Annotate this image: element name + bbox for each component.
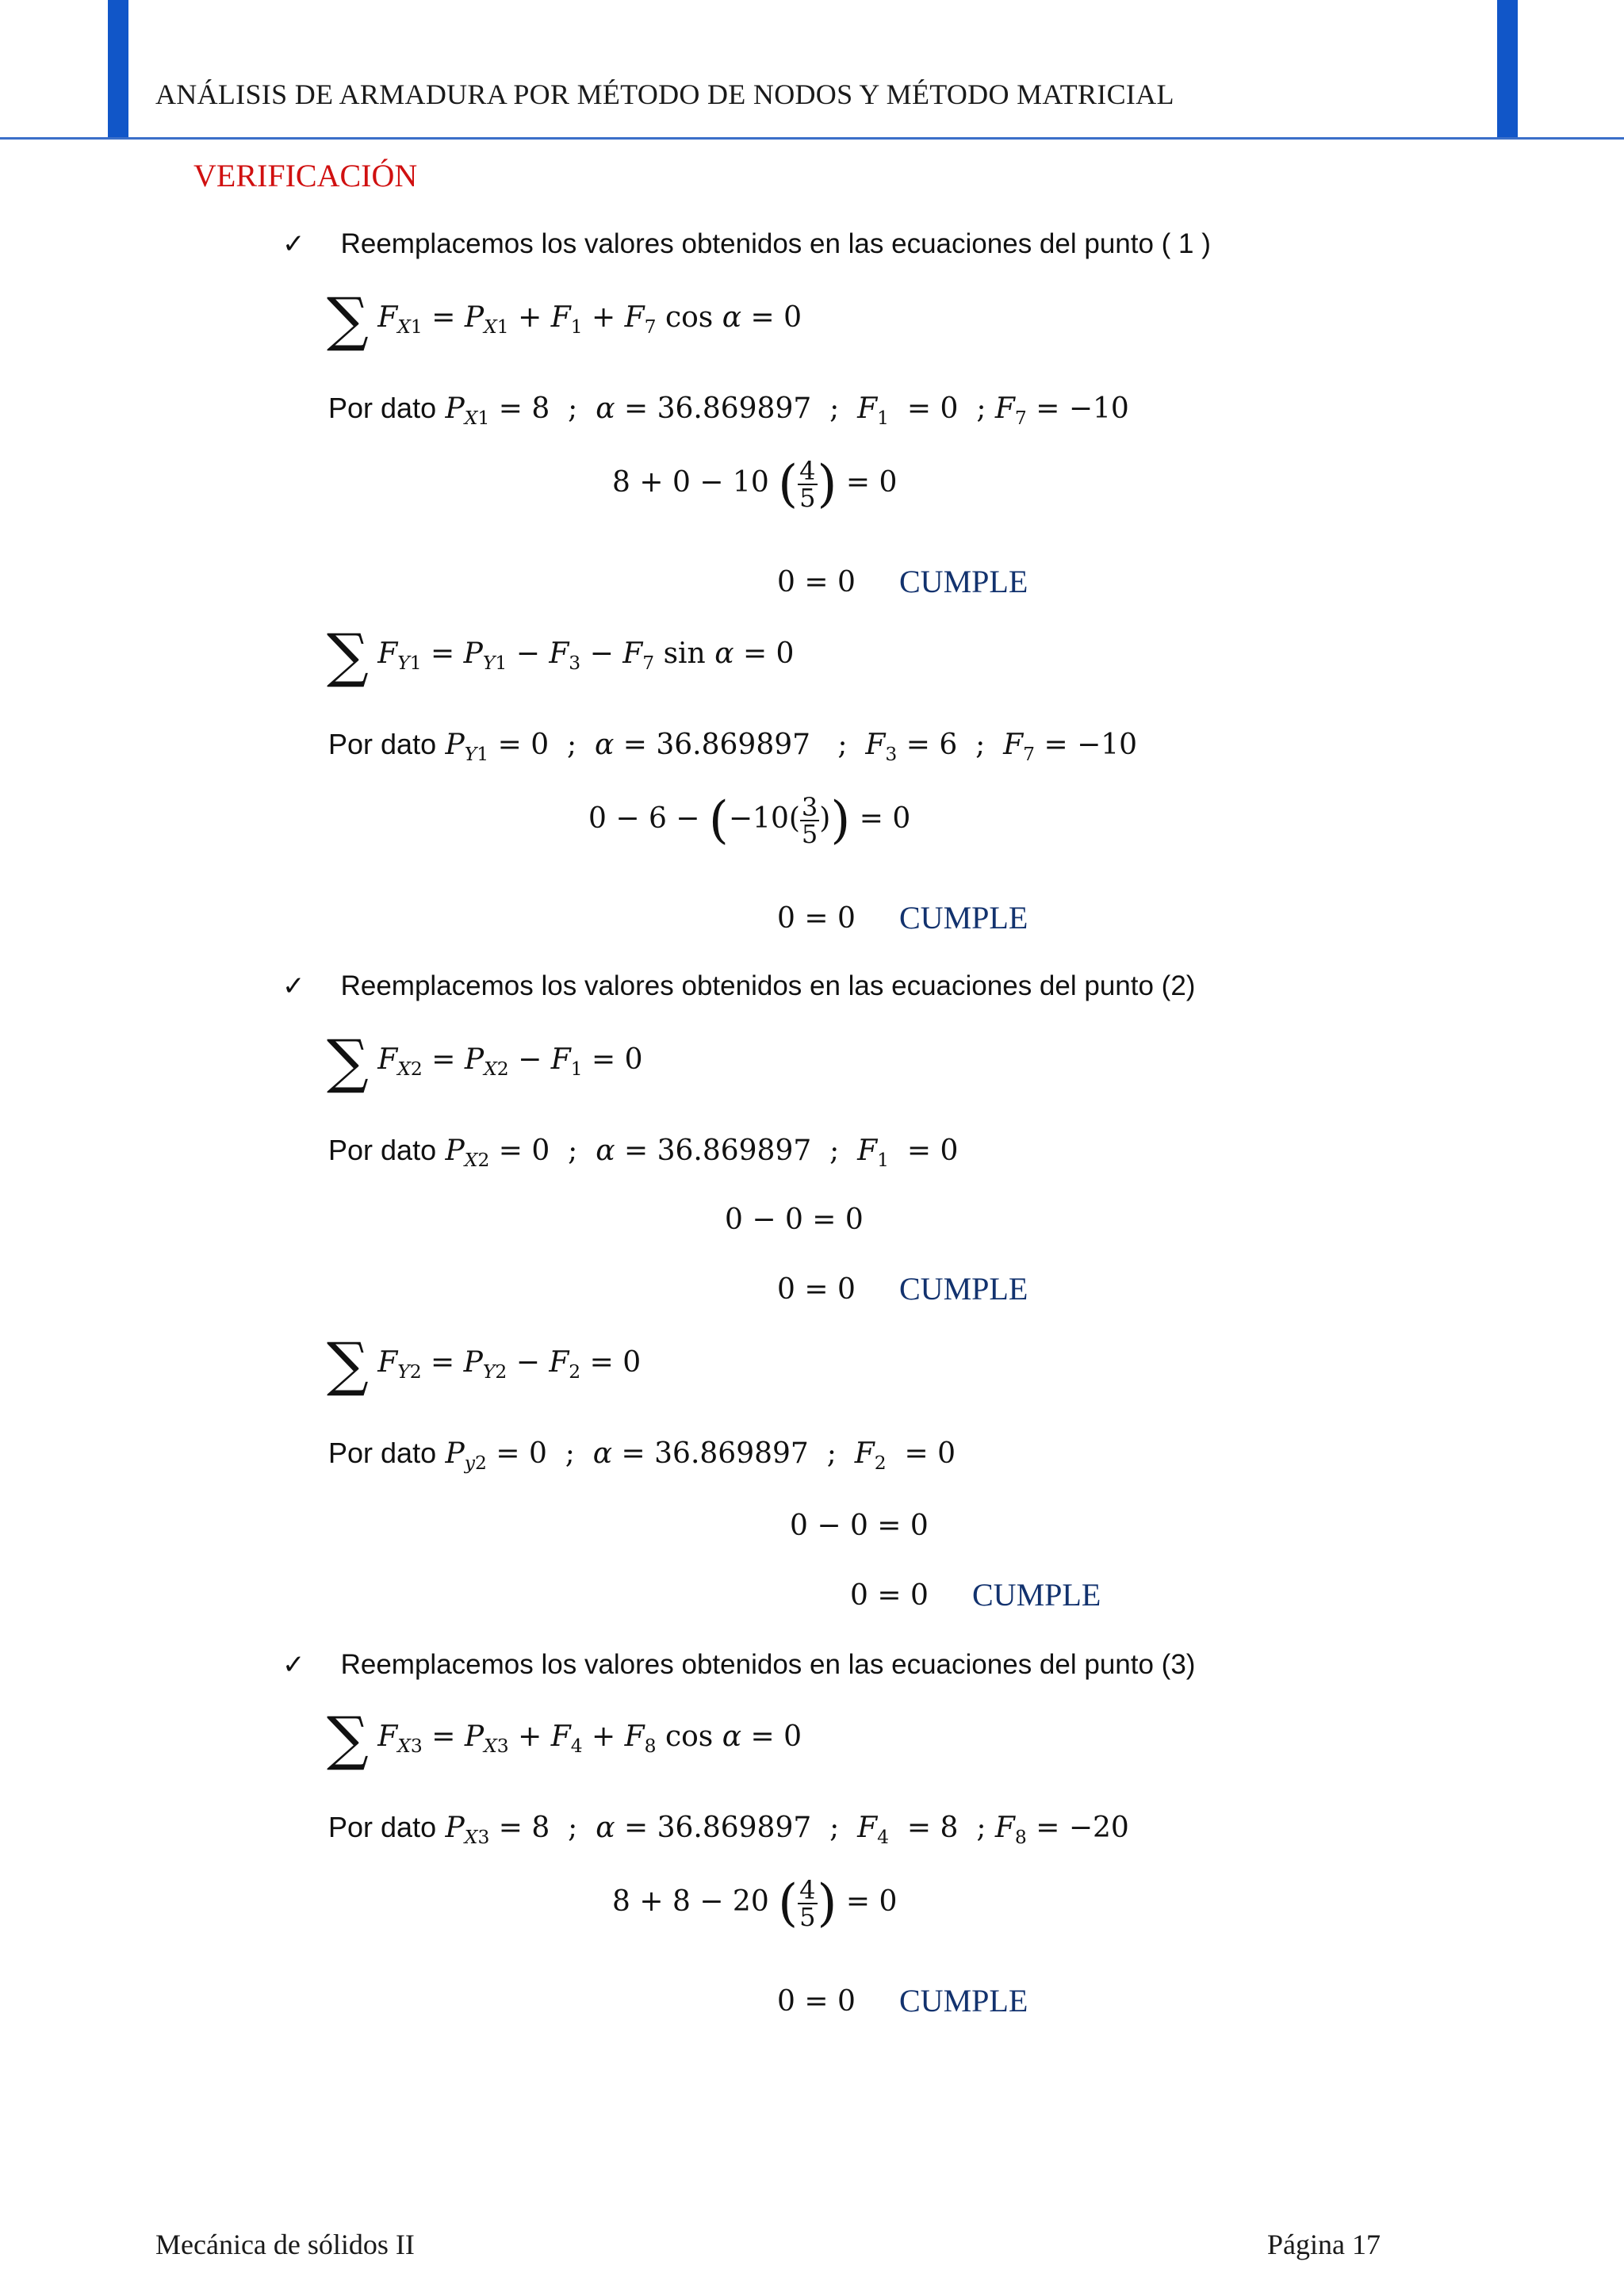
sum-symbol: ∑ <box>327 622 369 690</box>
f1-value: 0 <box>940 392 959 425</box>
por-dato-label: Por dato <box>328 728 437 760</box>
px2-value: 0 <box>531 1135 550 1167</box>
checkmark-icon: ✓ <box>282 228 305 260</box>
alpha-value: 36.869897 <box>656 729 811 761</box>
equation-fy2: ∑ $F_{Y2} = P_{Y2} - F_2 = 0$ <box>327 1330 642 1399</box>
fraction-3-5: $\frac{3}{5}$ <box>801 792 818 849</box>
calc-5: 8 + 8 − 20 ( $\frac{4}{5}$ ) = 0 <box>612 1874 898 1933</box>
calc-2-lhs: 0 − 6 − <box>588 802 709 835</box>
f1-value: 0 <box>940 1135 959 1167</box>
sum-symbol: ∑ <box>327 1027 369 1096</box>
calc-1: 8 + 0 − 10 ( $\frac{4}{5}$ ) = 0 <box>612 455 898 514</box>
bullet-3 <box>282 1649 1195 1681</box>
por-dato-label: Por dato <box>328 1134 437 1166</box>
bullet-3-text: Reemplacemos los valores obtenidos en las ecuaciones del punto (3) <box>340 1649 1196 1680</box>
calc-2: 0 − 6 − (−10( $\frac{3}{5}$ )) = 0 <box>588 791 911 850</box>
data-line-1: Por dato $P_{X1} = 8$ ; α = 36.869897 ; $F_1 = 0$ ; $F_7 = -10$ <box>328 392 1129 430</box>
px1-value: 8 <box>531 392 550 425</box>
header-left-bar <box>108 0 128 140</box>
calc-2-rhs: = 0 <box>859 802 911 835</box>
bullet-1 <box>282 228 1211 260</box>
alpha-value: 36.869897 <box>654 1437 809 1470</box>
cumple-label-2: CUMPLE <box>899 900 1028 936</box>
f4-value: 8 <box>940 1812 959 1844</box>
bullet-1-text: Reemplacemos los valores obtenidos en las ecuaciones del punto ( 1 ) <box>340 228 1211 259</box>
calc-4: 0 − 0 = 0 <box>790 1510 929 1542</box>
data-line-2: Por dato $P_{Y1} = 0$ ; α = 36.869897 ; $F_3 = 6$ ; $F_7 = -10$ <box>328 728 1138 766</box>
sum-symbol: ∑ <box>327 1330 369 1399</box>
footer-page-number: Página 17 <box>1267 2229 1381 2260</box>
equation-fx3: ∑ $F_{X3} = P_{X3} + F_4 + F_8$ cos α = 0 <box>327 1705 802 1773</box>
result-3: 0 = 0 <box>777 1273 856 1306</box>
px3-value: 8 <box>531 1812 550 1844</box>
header-right-bar <box>1497 0 1518 140</box>
calc-1-lhs: 8 + 0 − 10 <box>612 466 769 499</box>
checkmark-icon: ✓ <box>282 970 305 1002</box>
equation-fy1: ∑ $F_{Y1} = P_{Y1} - F_3 - F_7$ sin α = 0 <box>327 622 795 690</box>
por-dato-label: Por dato <box>328 1437 437 1469</box>
calc-3: 0 − 0 = 0 <box>725 1203 864 1236</box>
py2-value: 0 <box>528 1437 547 1470</box>
equation-fx1: ∑ $F_{X1} = P_{X1} + F_1 + F_7$ cos α = 0 <box>327 285 802 354</box>
footer-course: Mecánica de sólidos II <box>155 2229 415 2260</box>
calc-2-inner: −10( <box>728 802 800 835</box>
bullet-2-text: Reemplacemos los valores obtenidos en las ecuaciones del punto (2) <box>340 970 1196 1001</box>
por-dato-label: Por dato <box>328 392 437 424</box>
py1-value: 0 <box>530 729 550 761</box>
bullet-2 <box>282 970 1195 1002</box>
por-dato-label: Por dato <box>328 1811 437 1843</box>
alpha-value: 36.869897 <box>657 1135 812 1167</box>
f7-value: −10 <box>1077 729 1138 761</box>
fraction-4-5: $\frac{4}{5}$ <box>799 1875 816 1932</box>
equation-fx2: ∑ $F_{X2} = P_{X2} - F_1 = 0$ <box>327 1027 643 1096</box>
sum-symbol: ∑ <box>327 285 369 354</box>
result-5: 0 = 0 <box>777 1985 856 2018</box>
alpha-value: 36.869897 <box>657 392 812 425</box>
cumple-label-5: CUMPLE <box>899 1983 1028 2019</box>
cumple-label-4: CUMPLE <box>972 1577 1101 1613</box>
f3-value: 6 <box>939 729 958 761</box>
data-line-5: Por dato $P_{X3} = 8$ ; α = 36.869897 ; $F_4 = 8$ ; $F_8 = -20$ <box>328 1811 1129 1849</box>
page-header-title: ANÁLISIS DE ARMADURA POR MÉTODO DE NODOS Y MÉTODO MATRICIAL <box>155 78 1174 110</box>
fraction-4-5: $\frac{4}{5}$ <box>799 456 816 513</box>
cumple-label-3: CUMPLE <box>899 1271 1028 1307</box>
header-rule <box>0 137 1624 140</box>
sum-symbol: ∑ <box>327 1705 369 1773</box>
calc-5-lhs: 8 + 8 − 20 <box>612 1885 769 1918</box>
result-1: 0 = 0 <box>777 566 856 599</box>
checkmark-icon: ✓ <box>282 1649 305 1681</box>
data-line-4: Por dato $P_{y2} = 0$ ; α = 36.869897 ; $F_2 = 0$ <box>328 1437 956 1475</box>
alpha-value: 36.869897 <box>657 1812 812 1844</box>
result-2: 0 = 0 <box>777 902 856 935</box>
result-4: 0 = 0 <box>850 1579 929 1612</box>
f7-value: −10 <box>1068 392 1129 425</box>
f2-value: 0 <box>937 1437 956 1470</box>
section-title: VERIFICACIÓN <box>193 158 418 193</box>
f8-value: −20 <box>1068 1812 1129 1844</box>
data-line-3: Por dato $P_{X2} = 0$ ; α = 36.869897 ; $F_1 = 0$ <box>328 1134 959 1172</box>
calc-5-rhs: = 0 <box>845 1885 898 1918</box>
calc-1-rhs: = 0 <box>845 466 898 499</box>
cumple-label-1: CUMPLE <box>899 564 1028 599</box>
